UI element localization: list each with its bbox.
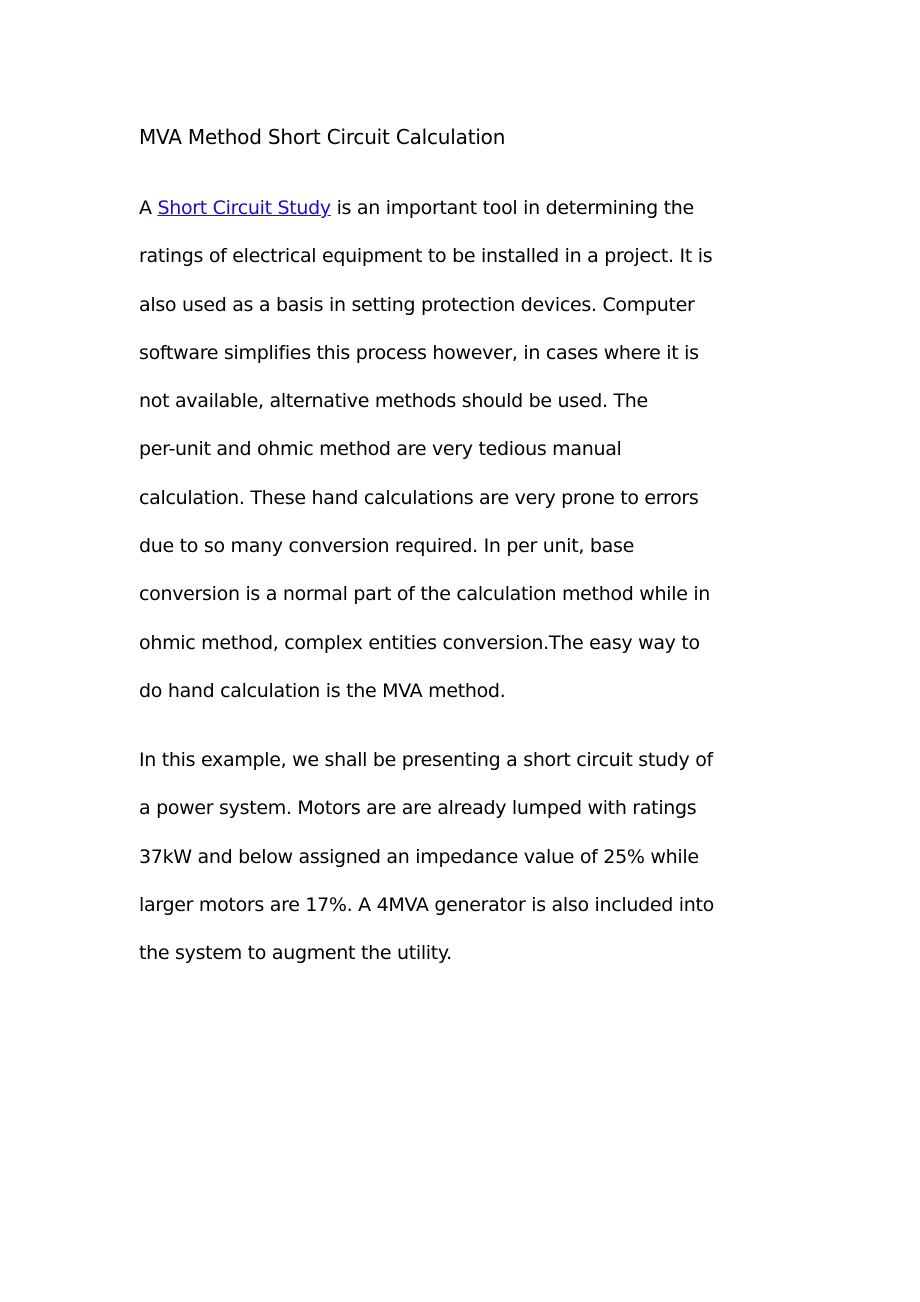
short-circuit-study-link[interactable]: Short Circuit Study (157, 197, 331, 219)
paragraph-line: per-unit and ohmic method are very tedious manual (139, 438, 622, 461)
page-title: MVA Method Short Circuit Calculation (139, 125, 506, 149)
paragraph-line: calculation. These hand calculations are very prone to errors (139, 486, 699, 509)
paragraph-line: a power system. Motors are are already lumped with ratings (139, 797, 697, 820)
paragraph-line: larger motors are 17%. A 4MVA generator is also included into (139, 893, 714, 916)
paragraph-line: do hand calculation is the MVA method. (139, 679, 506, 702)
paragraph-line: due to so many conversion required. In per unit, base (139, 535, 634, 558)
paragraph-line: not available, alternative methods should be used. The (139, 390, 648, 413)
paragraph-line: ratings of electrical equipment to be installed in a project. It is (139, 245, 713, 268)
line-suffix: is an important tool in determining the (330, 197, 694, 219)
paragraph-line: In this example, we shall be presenting a short circuit study of (139, 749, 713, 771)
intro-paragraph (139, 184, 712, 715)
paragraph-line: conversion is a normal part of the calculation method while in (139, 583, 711, 606)
paragraph-line: the system to augment the utility. (139, 942, 452, 965)
paragraph-line (139, 184, 712, 232)
line-prefix: A (139, 197, 158, 219)
example-paragraph (139, 736, 714, 977)
paragraph-line: also used as a basis in setting protection devices. Computer (139, 293, 695, 316)
paragraph-line: 37kW and below assigned an impedance value of 25% while (139, 845, 699, 868)
paragraph-line: software simplifies this process however, in cases where it is (139, 341, 699, 364)
paragraph-line: ohmic method, complex entities conversion.The easy way to (139, 631, 700, 654)
